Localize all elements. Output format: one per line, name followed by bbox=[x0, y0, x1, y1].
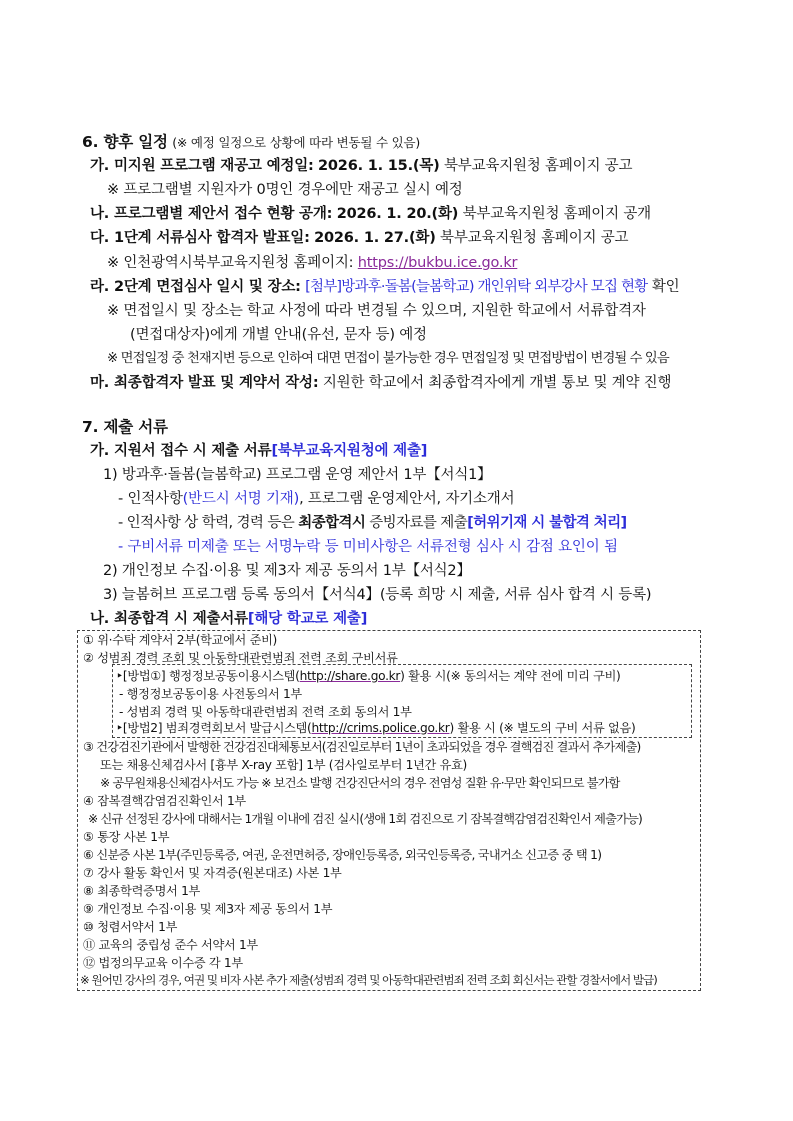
submission-group-na bbox=[90, 610, 367, 628]
item-label: 가. 미지원 프로그램 재공고 예정일: bbox=[90, 158, 314, 174]
document-subitem: - 구비서류 미제출 또는 서명누락 등 미비사항은 서류전형 심사 시 감점 요인이 됨 bbox=[118, 539, 618, 555]
document-subitem bbox=[118, 490, 514, 508]
text: , 프로그램 운영제안서, 자기소개서 bbox=[299, 491, 515, 507]
method-subitem: - 성범죄 경력 및 아동학대관련범죄 전력 조회 동의서 1부 bbox=[119, 705, 412, 719]
emphasis: 최종합격시 bbox=[298, 515, 366, 531]
item-text: 지원한 학교에서 최종합격자에게 개별 통보 및 계약 진행 bbox=[322, 375, 672, 391]
box-note: ※ 원어민 강사의 경우, 여권 및 비자 사본 추가 제출(성범죄 경력 및 아동학대관련범죄 전력 조회 회신서는 관할 경찰서에서 발급) bbox=[80, 973, 657, 987]
box-note: ※ 신규 선정된 강사에 대해서는 1개월 이내에 검진 실시(생애 1회 검진으로 기 잠복결핵감염검진확인서 제출가능) bbox=[88, 812, 643, 826]
schedule-note bbox=[107, 254, 517, 272]
box-item: ⑫ 법정의무교육 이수증 각 1부 bbox=[83, 956, 243, 970]
attachment-reference: [첨부]방과후·돌봄(늘봄학교) 개인위탁 외부강사 모집 현황 bbox=[305, 279, 648, 295]
schedule-note: ※ 면접일시 및 장소는 학교 사정에 따라 변경될 수 있으며, 지원한 학교에서 서류합격자 bbox=[107, 303, 646, 319]
method-subitem: - 행정정보공동이용 사전동의서 1부 bbox=[119, 687, 302, 701]
document-item: 3) 늘봄허브 프로그램 등록 동의서【서식4】(등록 희망 시 제출, 서류 심사 합격 시 등록) bbox=[103, 587, 652, 603]
box-item: ⑨ 개인정보 수집·이용 및 제3자 제공 동의서 1부 bbox=[83, 902, 333, 916]
text: ) 활용 시 (※ 별도의 구비 서류 없음) bbox=[449, 721, 636, 735]
schedule-item-ga bbox=[90, 157, 632, 175]
schedule-item-ma bbox=[90, 374, 671, 392]
box-item: ⑦ 강사 활동 확인서 및 자격증(원본대조) 사본 1부 bbox=[83, 866, 342, 880]
schedule-item-da bbox=[90, 229, 628, 247]
crims-link[interactable]: http://crims.police.go.kr bbox=[311, 721, 450, 735]
section-note: (※ 예정 일정으로 상황에 따라 변동될 수 있음) bbox=[172, 135, 421, 150]
method-2 bbox=[116, 721, 635, 736]
item-label: 나. 프로그램별 제안서 접수 현황 공개: bbox=[90, 206, 333, 222]
item-text: 북부교육지원청 홈페이지 공고 bbox=[443, 158, 633, 174]
method-1 bbox=[116, 669, 621, 684]
item-text: 확인 bbox=[651, 279, 680, 295]
schedule-note-cont: (면접대상자)에게 개별 안내(유선, 문자 등) 예정 bbox=[130, 327, 427, 343]
item-date: 2026. 1. 15.(목) bbox=[318, 158, 440, 174]
text: - 인적사항 상 학력, 경력 등은 bbox=[118, 515, 295, 531]
submit-destination: [해당 학교로 제출] bbox=[247, 611, 368, 627]
item-date: 2026. 1. 27.(화) bbox=[314, 230, 436, 246]
note-text: ※ 인천광역시북부교육지원청 홈페이지: bbox=[107, 255, 354, 271]
text: - 인적사항 bbox=[118, 491, 183, 507]
section-title: 6. 향후 일정 bbox=[82, 133, 168, 151]
document-item: 1) 방과후·돌봄(늘봄학교) 프로그램 운영 제안서 1부【서식1】 bbox=[103, 467, 492, 483]
schedule-note: ※ 면접일정 중 천재지변 등으로 인하여 대면 면접이 불가능한 경우 면접일정 및 면접방법이 변경될 수 있음 bbox=[107, 351, 669, 366]
box-item: ② 성범죄 경력 조회 및 아동학대관련범죄 전력 조회 구비서류 bbox=[83, 651, 398, 665]
submit-destination: [북부교육지원청에 제출] bbox=[271, 443, 428, 459]
item-label: 라. 2단계 면접심사 일시 및 장소: bbox=[90, 279, 301, 295]
item-label: 다. 1단계 서류심사 합격자 발표일: bbox=[90, 230, 310, 246]
item-date: 2026. 1. 20.(화) bbox=[336, 206, 459, 222]
box-item: ③ 건강검진기관에서 발행한 건강검진대체통보서(검진일로부터 1년이 초과되었을 경우 결핵검진 결과서 추가제출) bbox=[83, 740, 641, 754]
schedule-item-na bbox=[90, 205, 651, 223]
document-subitem bbox=[118, 514, 627, 532]
warning: [허위기재 시 불합격 처리] bbox=[467, 515, 627, 531]
box-item: ⑩ 청렴서약서 1부 bbox=[83, 920, 178, 934]
item-text: 북부교육지원청 홈페이지 공고 bbox=[440, 230, 629, 246]
text: 증빙자료를 제출 bbox=[369, 515, 468, 531]
box-item-cont: 또는 채용신체검사서 [흉부 X-ray 포함] 1부 (검사일로부터 1년간 유효) bbox=[100, 758, 468, 772]
group-label: 가. 지원서 접수 시 제출 서류 bbox=[90, 443, 272, 459]
box-item: ⑧ 최종학력증명서 1부 bbox=[83, 884, 201, 898]
text: ‣[방법①] 행정정보공동이용시스템( bbox=[116, 669, 300, 683]
box-item: ⑪ 교육의 중립성 준수 서약서 1부 bbox=[83, 938, 258, 952]
submission-group-ga bbox=[90, 442, 427, 460]
box-item: ① 위·수탁 계약서 2부(학교에서 준비) bbox=[83, 633, 278, 647]
schedule-note: ※ 프로그램별 지원자가 0명인 경우에만 재공고 실시 예정 bbox=[107, 182, 463, 198]
text: ) 활용 시(※ 동의서는 계약 전에 미리 구비) bbox=[400, 669, 621, 683]
box-item: ⑤ 통장 사본 1부 bbox=[83, 830, 170, 844]
document-item: 2) 개인정보 수집·이용 및 제3자 제공 동의서 1부【서식2】 bbox=[103, 563, 471, 579]
section-7-heading: 7. 제출 서류 bbox=[82, 418, 168, 436]
share-link[interactable]: http://share.go.kr bbox=[299, 669, 401, 683]
text: ‣[방법2] 범죄경력회보서 발급시스템( bbox=[116, 721, 312, 735]
box-item: ④ 잠복결핵감염검진확인서 1부 bbox=[83, 794, 246, 808]
homepage-link[interactable]: https://bukbu.ice.go.kr bbox=[357, 255, 518, 271]
box-note: ※ 공무원채용신체검사서도 가능 ※ 보건소 발행 건강진단서의 경우 전염성 질환 유·무만 확인되므로 불가함 bbox=[100, 776, 620, 790]
highlight: (반드시 서명 기재) bbox=[182, 491, 300, 507]
group-label: 나. 최종합격 시 제출서류 bbox=[90, 611, 248, 627]
section-6-heading bbox=[82, 133, 420, 152]
schedule-item-ra bbox=[90, 278, 679, 296]
item-label: 마. 최종합격자 발표 및 계약서 작성: bbox=[90, 375, 319, 391]
item-text: 북부교육지원청 홈페이지 공개 bbox=[462, 206, 651, 222]
box-item: ⑥ 신분증 사본 1부(주민등록증, 여권, 운전면허증, 장애인등록증, 외국인등록증, 국내거소 신고증 중 택 1) bbox=[83, 848, 602, 862]
